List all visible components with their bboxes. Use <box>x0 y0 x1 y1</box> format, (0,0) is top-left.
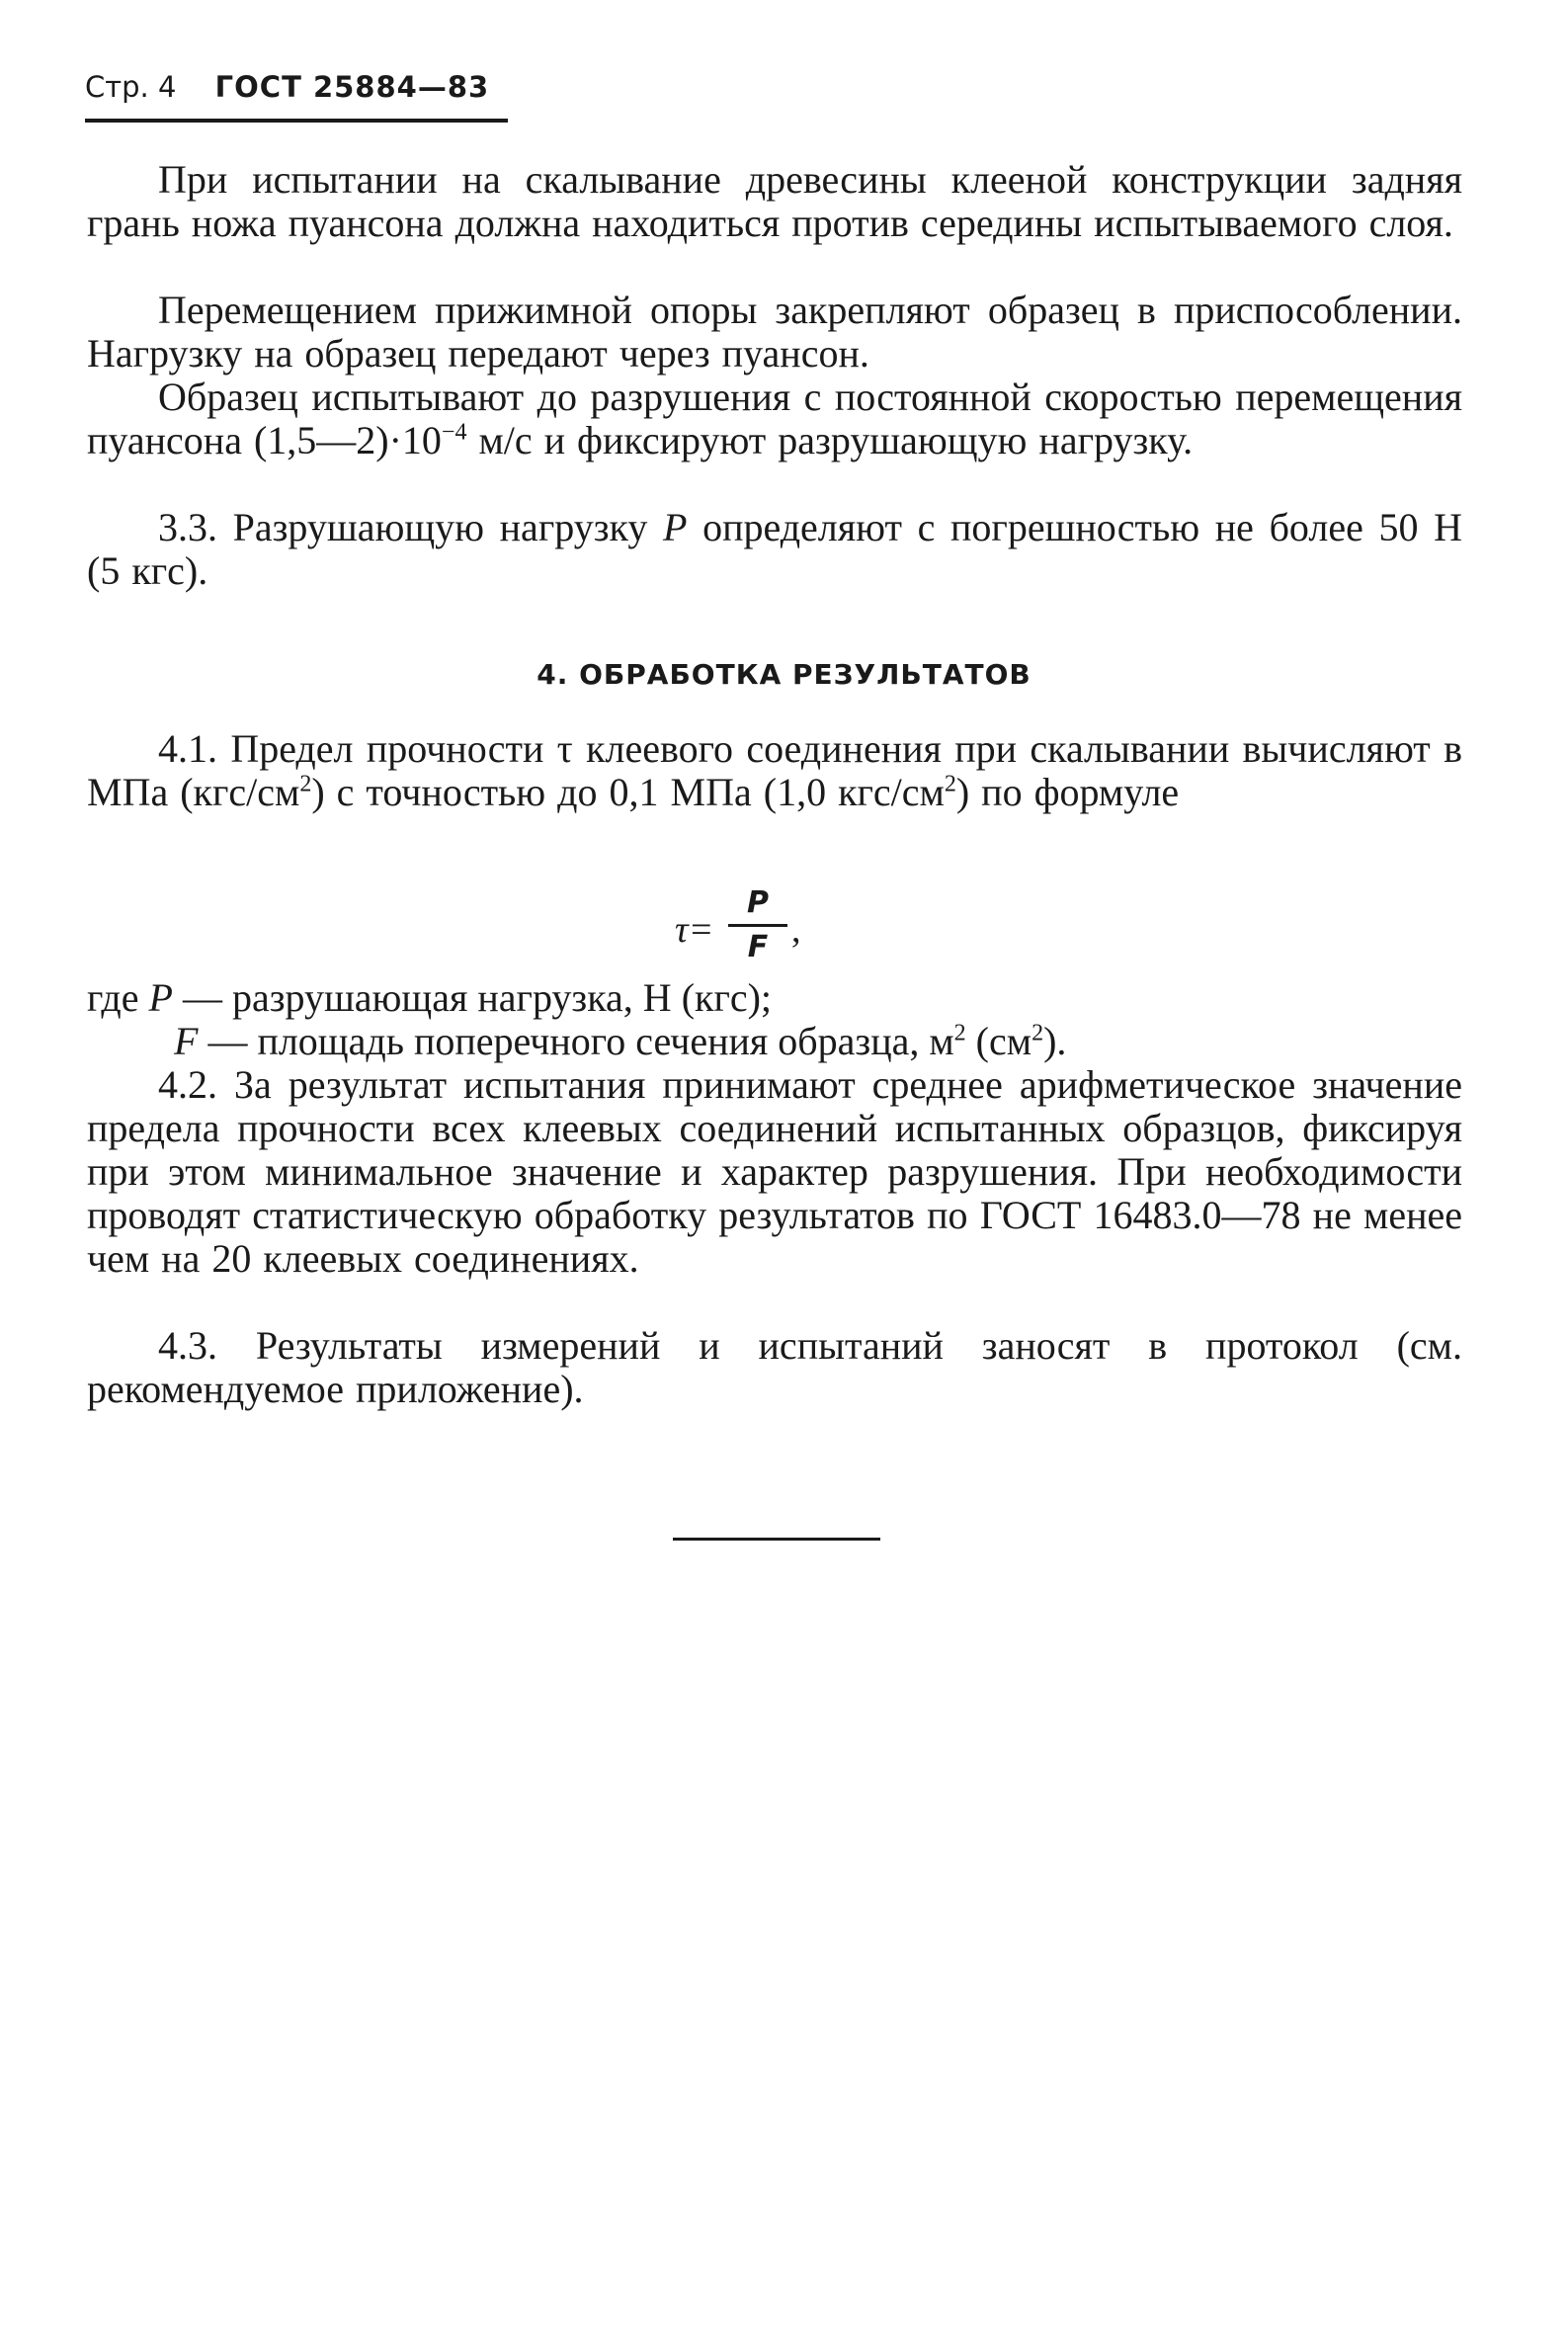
f-definition-text-a: — площадь поперечного сечения образца, м <box>198 1019 954 1063</box>
paragraph-4-1 <box>87 727 1462 814</box>
testing-speed-text-a: Образец испытывают до разрушения с постоянной скоростью перемещения пуансона (1,5—2)·10 <box>87 375 1462 462</box>
page-header <box>85 69 489 105</box>
f-definition-text-b: (см <box>965 1019 1032 1063</box>
strength-formula <box>675 884 892 973</box>
where-f-definition <box>174 1020 1066 1063</box>
speed-exponent: −4 <box>441 419 467 446</box>
superscript-2: 2 <box>299 771 312 797</box>
where-prefix: где <box>87 975 149 1020</box>
section-4-heading: 4. ОБРАБОТКА РЕЗУЛЬТАТОВ <box>536 658 1032 691</box>
paragraph-4-1-text-c: ) по формуле <box>955 770 1180 814</box>
paragraph-testing-speed <box>87 376 1462 462</box>
paragraph-3-3 <box>87 506 1462 593</box>
header-rule <box>85 119 508 123</box>
f-definition-text-c: ). <box>1043 1019 1067 1063</box>
fraction-bar <box>728 924 787 927</box>
variable-p: P <box>148 975 173 1020</box>
paragraph-punch-position: При испытании на скалывание древесины клееной конструкции задняя грань ножа пуансона должна находиться против середины испытываемого слоя. <box>87 157 1462 245</box>
paragraph-3-3-text-b: определяют с погрешностью не более 50 Н (5 кгс). <box>87 505 1463 593</box>
end-rule <box>673 1538 880 1541</box>
where-p-definition <box>87 976 772 1020</box>
paragraph-4-1-text-b: ) с точностью до 0,1 МПа (1,0 кгс/см <box>311 770 945 814</box>
paragraph-4-1-text-a: 4.1. Предел прочности τ клеевого соединения при скалывании вычисляют в МПа (кгс/см <box>87 726 1462 814</box>
p-definition-text: — разрушающая нагрузка, Н (кгс); <box>172 975 773 1020</box>
page-number: Стр. 4 <box>85 70 177 104</box>
paragraph-3-3-text-a: 3.3. Разрушающую нагрузку <box>158 505 663 549</box>
formula-lhs: τ= <box>675 909 714 951</box>
paragraph-fixing-specimen: Перемещением прижимной опоры закрепляют образец в приспособлении. Нагрузку на образец передают через пуансон. <box>87 288 1462 376</box>
formula-comma: , <box>791 909 801 951</box>
superscript-2: 2 <box>944 771 956 797</box>
formula-denominator: F <box>747 930 769 964</box>
superscript-2: 2 <box>1032 1020 1044 1046</box>
paragraph-4-3: 4.3. Результаты измерений и испытаний заносят в протокол (см. рекомендуемое приложение). <box>87 1323 1462 1411</box>
formula-fraction <box>728 884 787 966</box>
superscript-2: 2 <box>953 1020 966 1046</box>
load-variable-p: P <box>663 505 688 549</box>
testing-speed-text-b: м/с и фиксируют разрушающую нагрузку. <box>466 418 1194 462</box>
paragraph-4-2: 4.2. За результат испытания принимают среднее арифметическое значение предела прочности всех клеевых соединений испытанных образцов, фиксируя при этом минимальное значение и характер разрушения. При необходимости проводят статистическую обработку результатов по ГОСТ 16483.0—78 не менее чем на 20 клеевых соединениях. <box>87 1062 1462 1281</box>
formula-numerator: P <box>747 885 769 920</box>
variable-f: F <box>174 1019 199 1063</box>
standard-number: ГОСТ 25884—83 <box>214 70 490 104</box>
